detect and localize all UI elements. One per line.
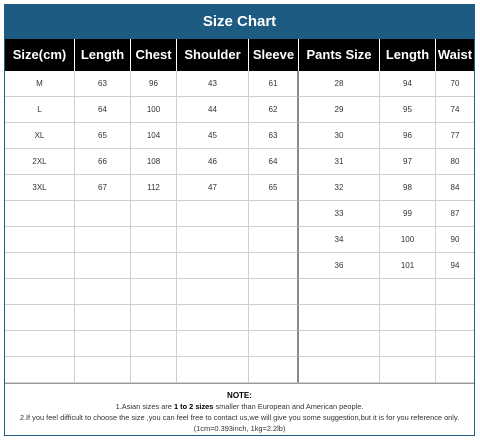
table-cell: 32 — [299, 175, 380, 201]
table-cell: 87 — [436, 201, 474, 227]
table-row — [5, 357, 474, 383]
table-cell: 95 — [380, 97, 436, 123]
table-cell: 63 — [75, 71, 131, 97]
table-cell — [177, 331, 249, 357]
table-cell — [5, 357, 75, 383]
table-cell — [436, 357, 474, 383]
table-cell: 101 — [380, 253, 436, 279]
notes-line-3: (1cm=0.393inch, 1kg=2.2lb) — [193, 424, 286, 433]
table-cell: 65 — [75, 123, 131, 149]
notes-line-1-prefix: 1.Asian sizes are — [115, 402, 174, 411]
table-header-row — [5, 39, 474, 71]
table-cell: 104 — [131, 123, 177, 149]
table-cell: 65 — [249, 175, 299, 201]
column-header-shoulder: Shoulder — [177, 39, 249, 71]
table-row — [5, 227, 474, 253]
table-cell: 46 — [177, 149, 249, 175]
size-notes — [5, 383, 474, 435]
table-cell — [249, 253, 299, 279]
table-cell — [5, 253, 75, 279]
table-cell — [436, 331, 474, 357]
table-cell — [5, 305, 75, 331]
table-cell — [249, 201, 299, 227]
notes-line-1-suffix: smaller than European and American people. — [213, 402, 364, 411]
notes-line-1 — [5, 401, 474, 412]
table-cell: 84 — [436, 175, 474, 201]
table-cell — [177, 305, 249, 331]
table-cell: 112 — [131, 175, 177, 201]
table-row — [5, 123, 474, 149]
table-cell: 67 — [75, 175, 131, 201]
table-cell: 77 — [436, 123, 474, 149]
table-cell: 36 — [299, 253, 380, 279]
table-cell — [249, 279, 299, 305]
notes-line-1-bold: 1 to 2 sizes — [173, 402, 214, 411]
notes-heading: NOTE: — [227, 391, 252, 400]
table-cell: 70 — [436, 71, 474, 97]
table-cell — [249, 357, 299, 383]
table-cell: 31 — [299, 149, 380, 175]
table-cell: 44 — [177, 97, 249, 123]
table-cell — [131, 279, 177, 305]
size-chart-title: Size Chart — [5, 5, 474, 39]
table-cell: 2XL — [5, 149, 75, 175]
table-cell: 29 — [299, 97, 380, 123]
table-cell — [131, 331, 177, 357]
table-cell — [299, 331, 380, 357]
column-header-waist: Waist — [437, 47, 473, 62]
table-cell — [131, 305, 177, 331]
table-cell — [5, 227, 75, 253]
table-cell — [131, 253, 177, 279]
table-cell — [249, 305, 299, 331]
table-cell — [249, 331, 299, 357]
table-cell — [131, 227, 177, 253]
table-cell: 45 — [177, 123, 249, 149]
table-cell — [177, 201, 249, 227]
table-cell — [436, 279, 474, 305]
table-cell — [5, 201, 75, 227]
table-cell — [380, 279, 436, 305]
table-cell: 64 — [75, 97, 131, 123]
table-cell: XL — [5, 123, 75, 149]
table-row — [5, 279, 474, 305]
table-row — [5, 253, 474, 279]
table-cell: 61 — [249, 71, 299, 97]
column-header-pants-size: Pants Size — [299, 39, 380, 71]
table-cell: 33 — [299, 201, 380, 227]
table-cell — [131, 201, 177, 227]
table-row — [5, 97, 474, 123]
size-table-body — [5, 71, 474, 383]
table-cell: 108 — [131, 149, 177, 175]
table-cell — [249, 227, 299, 253]
table-cell — [75, 201, 131, 227]
table-cell — [299, 279, 380, 305]
size-chart — [4, 4, 475, 436]
table-cell — [380, 357, 436, 383]
table-cell: 94 — [380, 71, 436, 97]
table-cell — [131, 357, 177, 383]
table-cell — [436, 305, 474, 331]
table-row — [5, 71, 474, 97]
table-cell: 99 — [380, 201, 436, 227]
table-cell — [5, 331, 75, 357]
table-cell — [177, 227, 249, 253]
table-cell — [380, 331, 436, 357]
column-header-size: Size(cm) — [5, 39, 75, 71]
table-cell: 28 — [299, 71, 380, 97]
table-row — [5, 175, 474, 201]
table-cell: 3XL — [5, 175, 75, 201]
table-cell — [177, 279, 249, 305]
table-cell: 97 — [380, 149, 436, 175]
table-cell — [5, 279, 75, 305]
table-cell: 64 — [249, 149, 299, 175]
table-cell — [75, 331, 131, 357]
table-cell — [75, 279, 131, 305]
table-cell: 47 — [177, 175, 249, 201]
column-header-length: Length — [75, 39, 131, 71]
column-header-sleeve: Sleeve — [249, 39, 299, 71]
table-cell: 80 — [436, 149, 474, 175]
table-cell: 94 — [436, 253, 474, 279]
table-cell: 96 — [131, 71, 177, 97]
table-cell: 96 — [380, 123, 436, 149]
table-cell — [380, 305, 436, 331]
table-row — [5, 149, 474, 175]
table-cell: 62 — [249, 97, 299, 123]
column-header-chest: Chest — [131, 39, 177, 71]
table-row — [5, 201, 474, 227]
table-cell — [75, 357, 131, 383]
table-row — [5, 331, 474, 357]
table-cell — [177, 253, 249, 279]
table-cell — [75, 305, 131, 331]
table-cell: 100 — [131, 97, 177, 123]
column-header-pants-length: Length — [380, 39, 436, 71]
table-cell: 30 — [299, 123, 380, 149]
table-cell: 100 — [380, 227, 436, 253]
table-cell: M — [5, 71, 75, 97]
notes-line-2: 2.If you feel difficult to choose the size ,you can feel free to contact us,we will give you some suggestion,but it is for you reference only. — [19, 413, 460, 422]
table-cell: 63 — [249, 123, 299, 149]
table-cell: L — [5, 97, 75, 123]
table-cell: 74 — [436, 97, 474, 123]
table-cell: 43 — [177, 71, 249, 97]
table-cell — [75, 227, 131, 253]
table-cell: 98 — [380, 175, 436, 201]
table-cell — [177, 357, 249, 383]
table-cell: 66 — [75, 149, 131, 175]
table-cell: 90 — [436, 227, 474, 253]
table-cell: 34 — [299, 227, 380, 253]
table-cell — [75, 253, 131, 279]
table-cell — [299, 357, 380, 383]
table-row — [5, 305, 474, 331]
table-cell — [299, 305, 380, 331]
